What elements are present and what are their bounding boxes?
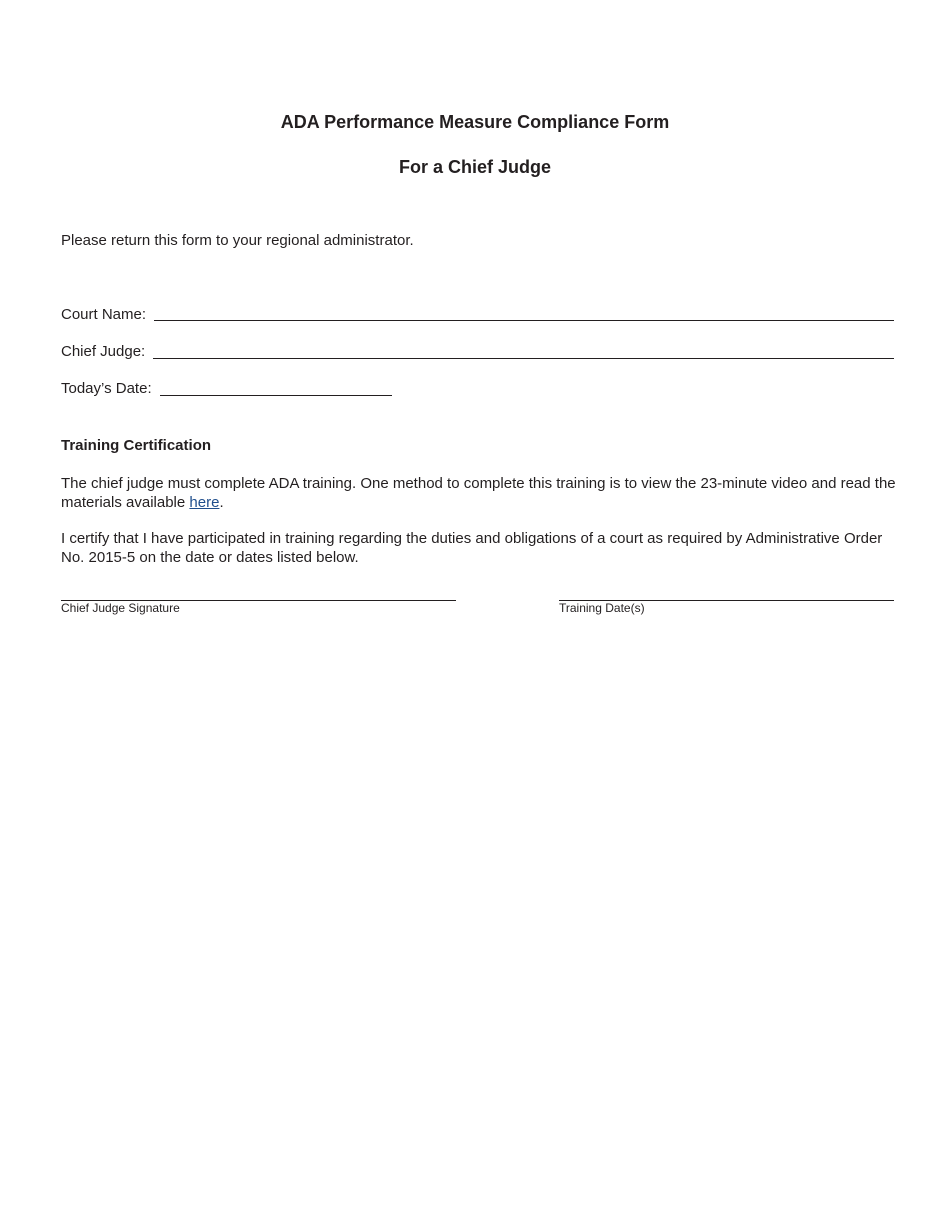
court-name-field[interactable]	[154, 320, 894, 321]
training-paragraph-text: The chief judge must complete ADA training. One method to complete this training is to view the 23-minute video and read the materials available	[61, 475, 896, 511]
todays-date-label: Today’s Date:	[61, 380, 152, 397]
training-materials-link[interactable]: here	[189, 494, 220, 511]
training-certification-heading: Training Certification	[61, 437, 212, 454]
court-name-label: Court Name:	[61, 306, 147, 323]
training-dates-caption: Training Date(s)	[559, 601, 645, 615]
form-title: ADA Performance Measure Compliance Form	[280, 112, 670, 132]
form-subtitle: For a Chief Judge	[398, 157, 551, 177]
training-paragraph-end: .	[219, 494, 224, 511]
todays-date-field[interactable]	[160, 395, 392, 396]
chief-judge-field[interactable]	[153, 358, 894, 359]
return-instruction: Please return this form to your regional administrator.	[61, 232, 414, 249]
training-requirement-paragraph	[61, 474, 901, 512]
chief-judge-label: Chief Judge:	[61, 343, 146, 360]
chief-judge-signature-caption: Chief Judge Signature	[61, 601, 180, 615]
certification-statement: I certify that I have participated in training regarding the duties and obligations of a court as required by Administrative Order No. 2015-5 on the date or dates listed below.	[61, 530, 883, 566]
